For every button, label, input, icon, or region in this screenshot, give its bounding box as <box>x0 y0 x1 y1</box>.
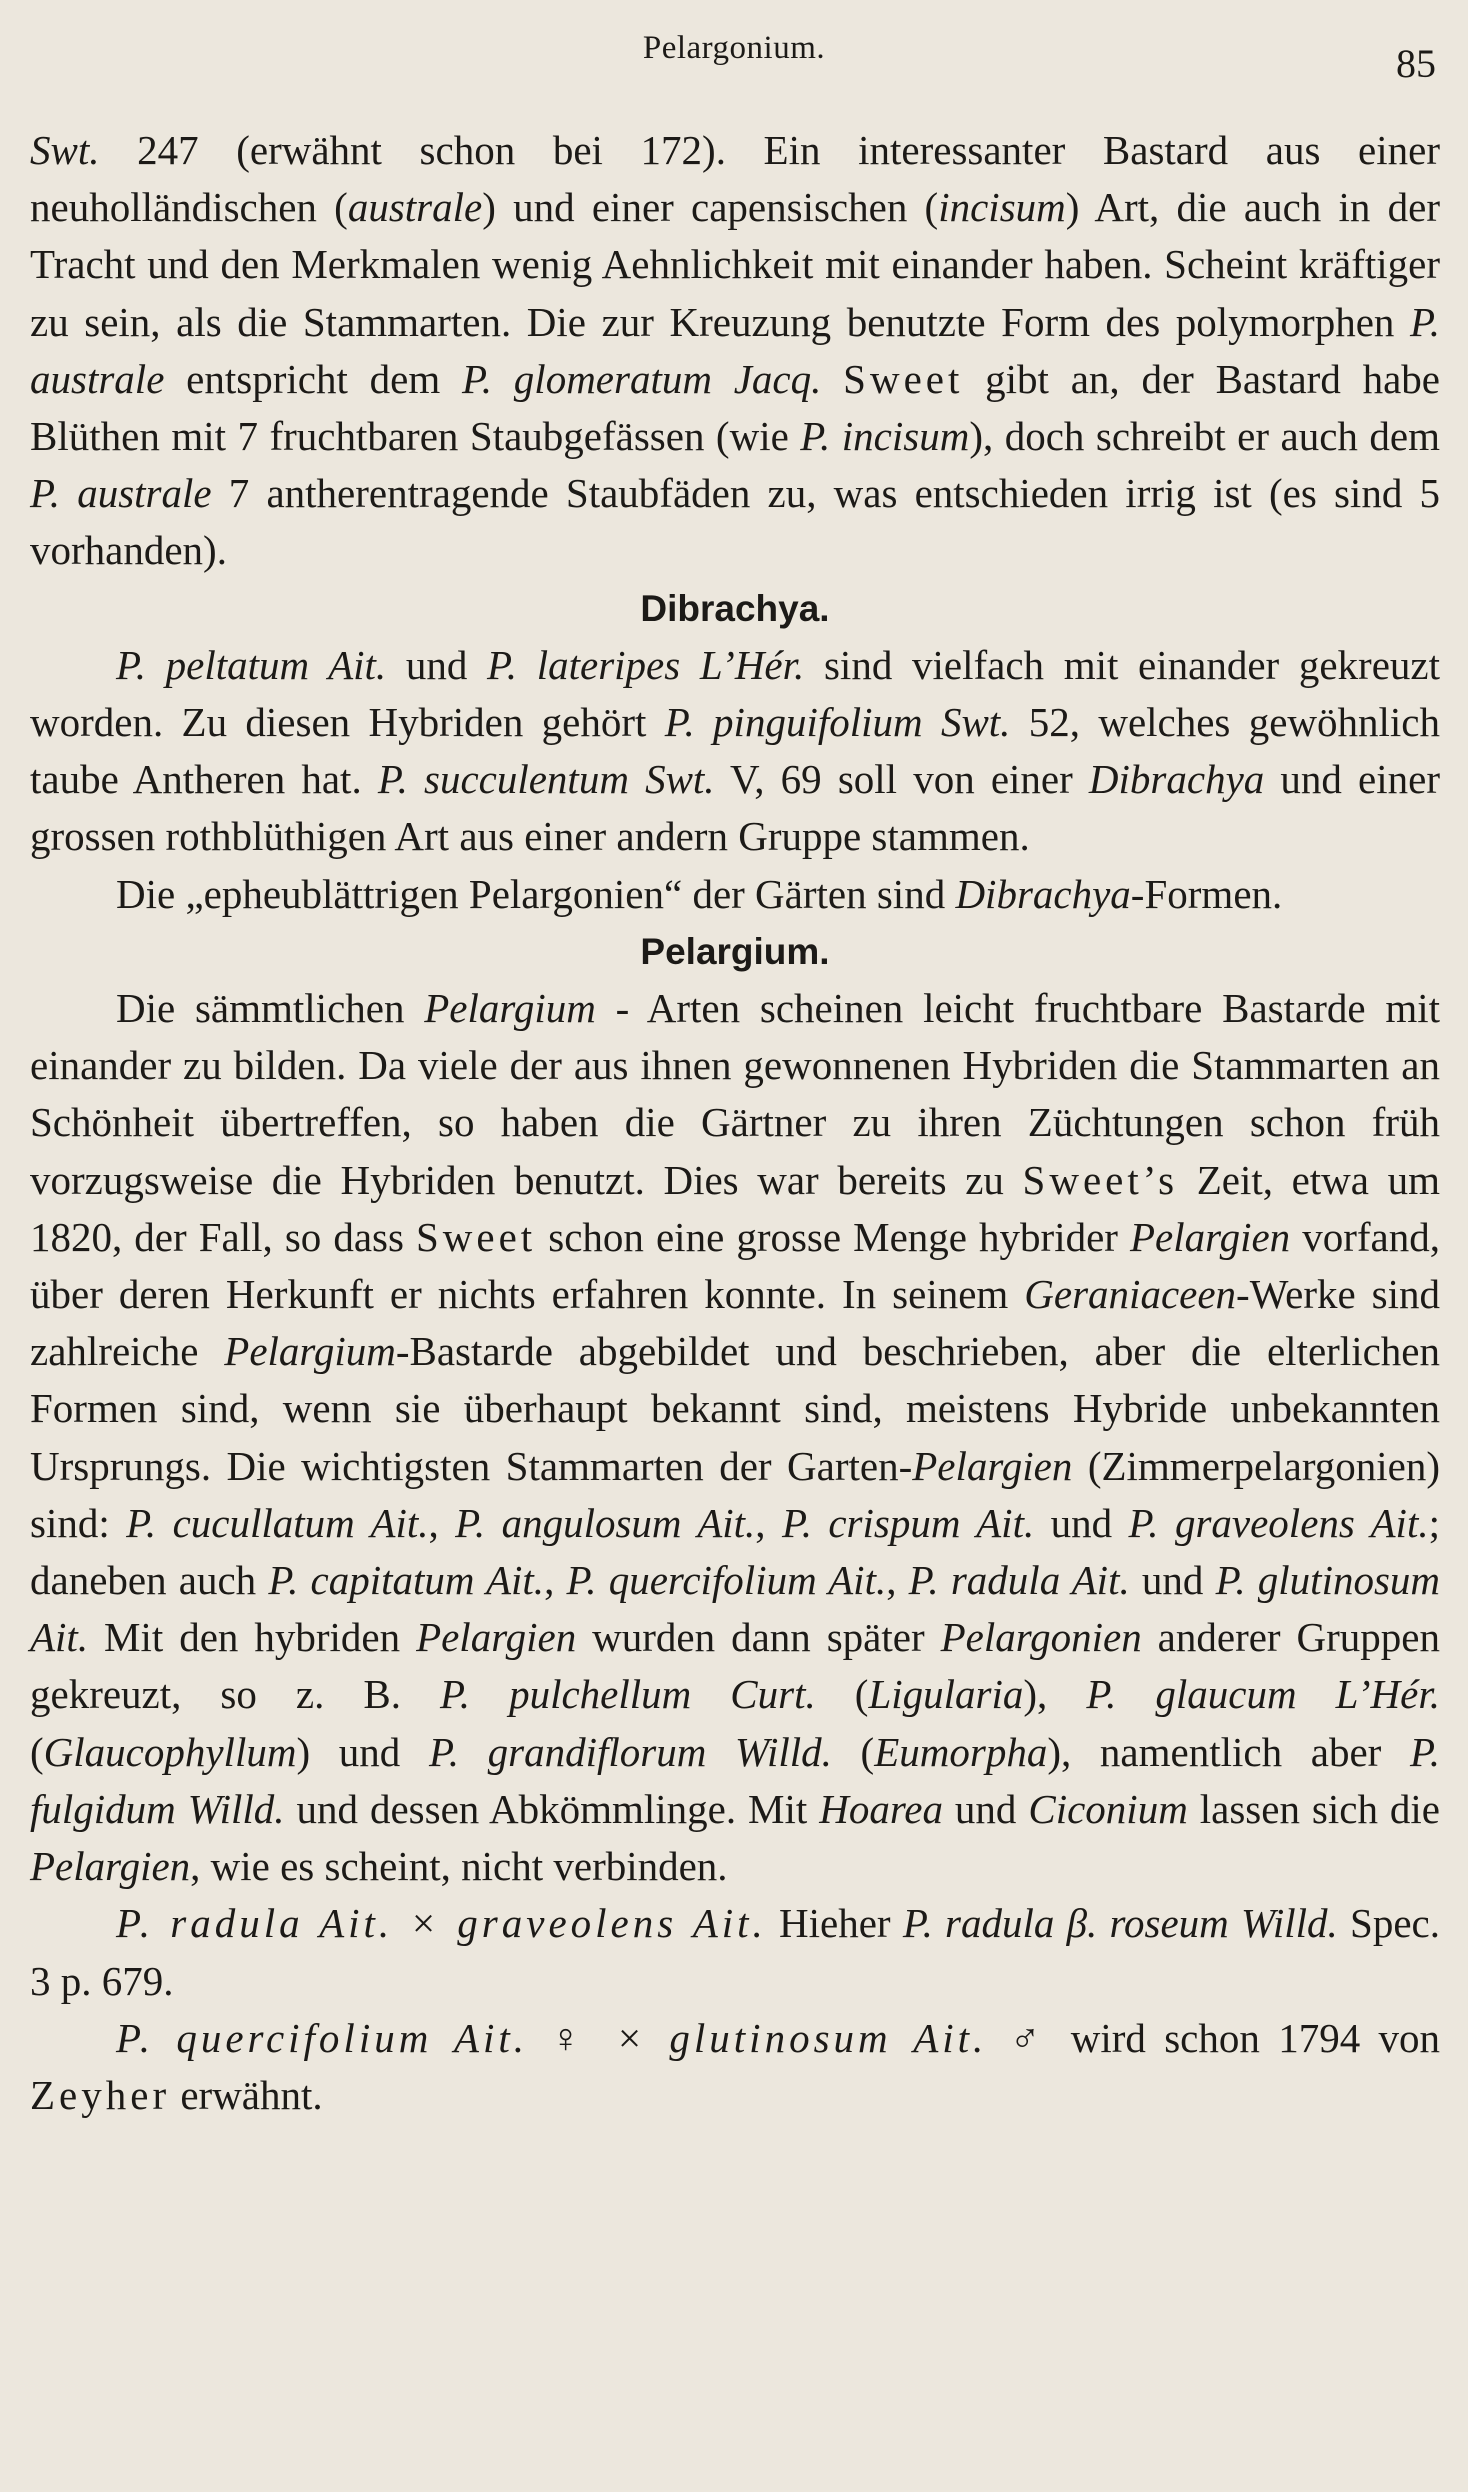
text-run: und dessen Abkömmlinge. Mit <box>284 1785 820 1832</box>
text-run: ), namentlich aber <box>1047 1728 1410 1775</box>
text-run: incisum <box>938 184 1066 231</box>
text-run: ; daneben auch <box>30 1499 1440 1604</box>
text-run <box>821 356 843 402</box>
text-run: P. radula β. roseum Willd. <box>902 1900 1338 1947</box>
text-run: P. glaucum L’Hér. <box>1086 1671 1441 1718</box>
text-run: P. capitatum Ait. <box>268 1557 545 1604</box>
text-run: und einer grossen rothblüthigen Art aus einer andern Gruppe stammen. <box>30 756 1441 860</box>
text-run: wird schon 1794 von <box>1052 2014 1441 2061</box>
text-run: Spec. 3 p. 679. <box>30 1900 1440 2004</box>
text-run: 7 antherentragende Staubfäden zu, was entschieden irrig ist (es sind 5 vorhanden). <box>30 470 1441 574</box>
page-number: 85 <box>1396 41 1436 86</box>
text-run: , <box>886 1557 909 1604</box>
section-heading: Pelargium. <box>640 930 830 972</box>
text-run: Pelargien <box>1130 1213 1291 1260</box>
text-run: Eumorpha <box>874 1728 1048 1775</box>
text-run: Sweet <box>416 1213 537 1260</box>
text-run: P. glomeratum Jacq. <box>462 355 822 402</box>
text-run: und <box>1034 1499 1129 1546</box>
text-run: Dibrachya- <box>955 870 1145 917</box>
text-run: P. radula Ait. <box>908 1557 1130 1604</box>
text-run: P. lateripes L’Hér. <box>487 641 805 688</box>
text-run: vorfand, über deren Herkunft er nichts erfahren konnte. In seinem <box>30 1213 1440 1318</box>
text-run: Werke sind zahlreiche <box>30 1271 1441 1375</box>
text-run: Geraniaceen- <box>1024 1271 1250 1318</box>
text-run: - Arten scheinen leicht fruchtbare Bastarde mit einander zu bilden. Da viele der aus ihnen gewonnenen Hybriden die Stammarten an Schönheit übertreffen, so haben die Gärtner zu ihren Züchtungen schon früh vorzugsweise die Hybriden benutzt. Dies war bereits zu <box>30 985 1441 1203</box>
text-run: Sweet <box>843 355 964 402</box>
text-run: , <box>544 1557 567 1604</box>
text-run: P. angulosum Ait. <box>455 1499 756 1546</box>
text-run: Pelargium <box>224 1328 396 1375</box>
text-run: P. cucullatum Ait. <box>126 1499 429 1546</box>
paragraph <box>30 637 1440 866</box>
text-run: gibt an, der Bastard habe Blüthen mit 7 fruchtbaren Staubgefässen (wie <box>30 355 1440 460</box>
text-run: ) und einer capensischen ( <box>482 184 939 231</box>
text-run: schon eine grosse Menge hybrider <box>536 1213 1131 1260</box>
text-run: und <box>942 1785 1029 1832</box>
text-run: , wie es scheint, nicht verbinden. <box>190 1843 728 1890</box>
text-run: Hieher <box>766 1900 903 1947</box>
text-run: Hoarea <box>819 1785 943 1832</box>
text-run: Pelargien <box>912 1442 1073 1489</box>
paragraph <box>30 122 1440 580</box>
text-run: P. fulgidum Willd. <box>30 1728 1440 1832</box>
text-run: P. grandiflorum Willd. <box>428 1728 832 1775</box>
text-run: P. pulchellum Curt. <box>440 1671 816 1718</box>
text-run: ( <box>815 1671 869 1718</box>
text-run: Formen. <box>1144 870 1283 917</box>
text-run: Mit den hybriden <box>88 1614 417 1661</box>
text-run: Glaucophyllum <box>43 1728 297 1775</box>
text-run: V, 69 soll von einer <box>714 756 1089 803</box>
section-heading: Dibrachya. <box>640 587 830 629</box>
text-run: Pelargium <box>424 985 596 1032</box>
paragraph <box>30 980 1440 1895</box>
text-run: Pelargien <box>30 1843 191 1890</box>
text-run: P. peltatum Ait. <box>116 641 387 688</box>
text-run: P. australe <box>30 298 1440 402</box>
text-run: Swt. <box>30 127 100 173</box>
paragraph <box>30 866 1440 923</box>
text-run: Pelargien <box>416 1614 577 1661</box>
text-run: P. crispum Ait. <box>781 1499 1035 1546</box>
text-run: wurden dann später <box>576 1614 941 1661</box>
text-run: erwähnt. <box>170 2071 323 2118</box>
text-run: und <box>386 641 488 688</box>
text-run: P. glutinosum Ait. <box>30 1557 1441 1661</box>
text-run: P. succulentum Swt. <box>377 756 715 803</box>
running-header: Pelargonium. <box>642 30 826 66</box>
text-run: P. australe <box>30 470 212 517</box>
page-body <box>30 122 1440 2124</box>
text-run: entspricht dem <box>164 355 463 402</box>
text-run: -Bastarde abgebildet und beschrieben, aber die elterlichen Formen sind, wenn sie überhaupt bekannt sind, meistens Hybride unbekannten Ursprungs. Die wichtigsten Stammarten der Garten- <box>30 1328 1440 1489</box>
text-run: P. incisum <box>800 413 970 460</box>
text-run: P. radula Ait. × graveolens Ait. <box>116 1900 767 1947</box>
text-run: 247 (erwähnt schon bei 172). Ein interessanter Bastard aus einer neuholländischen ( <box>30 127 1440 231</box>
text-run: anderer Gruppen gekreuzt, so z. B. <box>30 1614 1440 1718</box>
text-run: und <box>1129 1557 1216 1604</box>
text-run: ), doch schreibt er auch dem <box>969 413 1440 460</box>
text-run: ), <box>1023 1671 1087 1718</box>
text-run: Dibrachya <box>1088 756 1265 803</box>
text-run: , <box>755 1499 782 1546</box>
text-run: Ligularia <box>868 1671 1024 1718</box>
text-run: P. quercifolium Ait. <box>566 1557 887 1604</box>
text-run: Die „epheublättrigen Pelargonien“ der Gärten sind <box>116 870 956 917</box>
text-run: (Zimmerpelargonien) sind: <box>30 1442 1440 1546</box>
text-run: 52, welches gewöhnlich taube Antheren hat. <box>30 699 1440 803</box>
text-run: Pelargonien <box>940 1614 1142 1661</box>
text-run: Zeyher <box>30 2071 171 2118</box>
text-run: ( <box>831 1728 875 1775</box>
text-run: ( <box>30 1728 44 1775</box>
text-run: Ciconium <box>1028 1785 1188 1832</box>
paragraph <box>30 1895 1440 2009</box>
paragraph <box>30 2010 1440 2124</box>
text-run: Sweet’s <box>1022 1156 1179 1203</box>
text-run: , <box>428 1499 456 1546</box>
text-run: P. quercifolium Ait. ♀ × glutinosum Ait. ♂ <box>116 2014 1053 2061</box>
text-run: Zeit, etwa um 1820, der Fall, so dass <box>30 1156 1440 1260</box>
text-run: lassen sich die <box>1187 1785 1440 1832</box>
text-run: Die sämmtlichen <box>116 985 425 1032</box>
text-run: P. pinguifolium Swt. <box>664 699 1011 746</box>
text-run: P. graveolens Ait. <box>1128 1499 1429 1546</box>
text-run: ) Art, die auch in der Tracht und den Merkmalen wenig Aehnlichkeit mit einander haben. Scheint kräftiger zu sein, als die Stammarten. Die zur Kreuzung benutzte Form des polymorphen <box>30 184 1440 345</box>
text-run: australe <box>347 184 483 231</box>
text-run: ) und <box>296 1728 429 1775</box>
text-run: sind vielfach mit einander gekreuzt worden. Zu diesen Hybriden gehört <box>30 641 1441 746</box>
